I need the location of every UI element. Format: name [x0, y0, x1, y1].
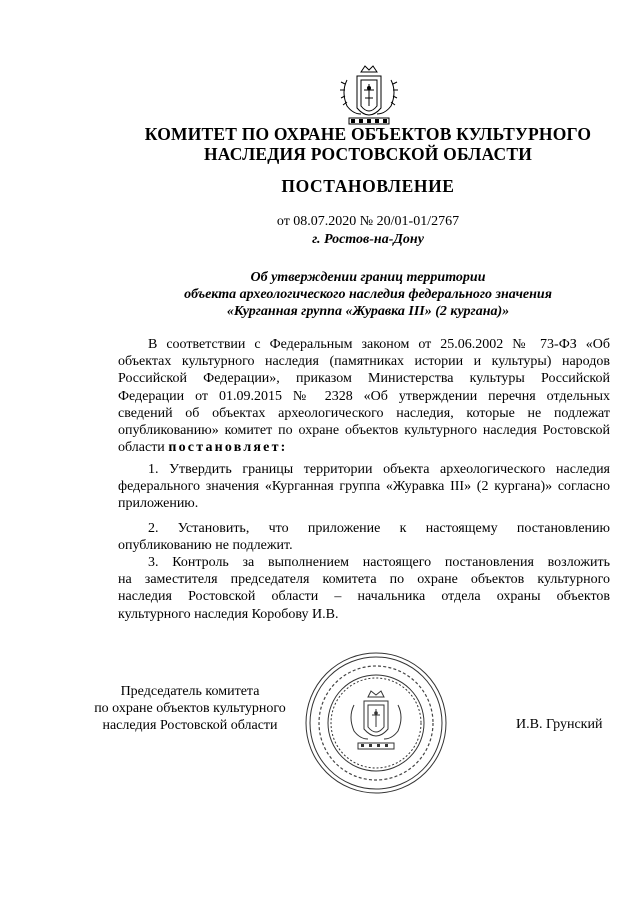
intro-paragraph — [118, 336, 610, 456]
text-line: опубликованию» комитет по охране объектов культурного наследия Ростовской — [118, 422, 610, 438]
document-type: ПОСТАНОВЛЕНИЕ — [281, 176, 455, 196]
text-line: объектах культурного наследия (памятниках истории и культуры) народов — [118, 354, 610, 370]
document-title-line1: Об утверждении границ территории — [250, 270, 486, 285]
text-line: В соответствии с Федеральным законом от 25.06.2002 № 73-ФЗ «Об — [148, 337, 610, 352]
decree-item-1 — [118, 461, 610, 513]
signer-name: И.В. Грунский — [516, 717, 603, 732]
text-line: сведений об объектах археологического наследия, которые не подлежат — [118, 405, 610, 421]
signer-position-line2: по охране объектов культурного — [94, 701, 286, 716]
document-city: г. Ростов-на-Дону — [312, 232, 424, 247]
text-span: области — [118, 440, 169, 456]
document-title-line3: «Курганная группа «Журавка III» (2 кургана)» — [226, 304, 510, 319]
official-seal-icon — [304, 651, 448, 795]
text-line: 1. Утвердить границы территории объекта археологического наследия — [148, 462, 610, 477]
text-line: приложению. — [118, 496, 199, 512]
decree-item-3 — [118, 554, 610, 623]
org-name-line2: НАСЛЕДИЯ РОСТОВСКОЙ ОБЛАСТИ — [203, 144, 533, 164]
signer-position-line1: Председатель комитета — [120, 684, 260, 699]
decree-word: постановляет: — [168, 440, 288, 456]
org-name-line1: КОМИТЕТ ПО ОХРАНЕ ОБЪЕКТОВ КУЛЬТУРНОГО — [144, 124, 592, 144]
text-line — [118, 439, 610, 456]
coat-of-arms-icon — [339, 62, 399, 132]
text-line: 3. Контроль за выполнением настоящего постановления возложить — [148, 555, 610, 570]
text-line: Федерации от 01.09.2015 № 2328 «Об утверждении перечня отдельных — [118, 388, 610, 404]
document-date-number: от 08.07.2020 № 20/01-01/2767 — [276, 214, 460, 229]
text-line: культурного наследия Коробову И.В. — [118, 606, 339, 622]
signer-position-line3: наследия Ростовской области — [102, 718, 278, 733]
text-line: опубликованию не подлежит. — [118, 538, 293, 554]
text-line: наследия Ростовской области – начальника отдела охраны объектов — [118, 589, 610, 605]
document-title-line2: объекта археологического наследия федерального значения — [184, 287, 552, 302]
decree-item-2 — [118, 520, 610, 554]
text-line: 2. Установить, что приложение к настоящему постановлению — [148, 521, 610, 536]
text-line: на заместителя председателя комитета по охране объектов культурного — [118, 572, 610, 588]
text-line: Российской Федерации», приказом Министерства культуры Российской — [118, 371, 610, 387]
text-line: федерального значения «Курганная группа «Журавка III» (2 кургана)» согласно — [118, 479, 610, 495]
